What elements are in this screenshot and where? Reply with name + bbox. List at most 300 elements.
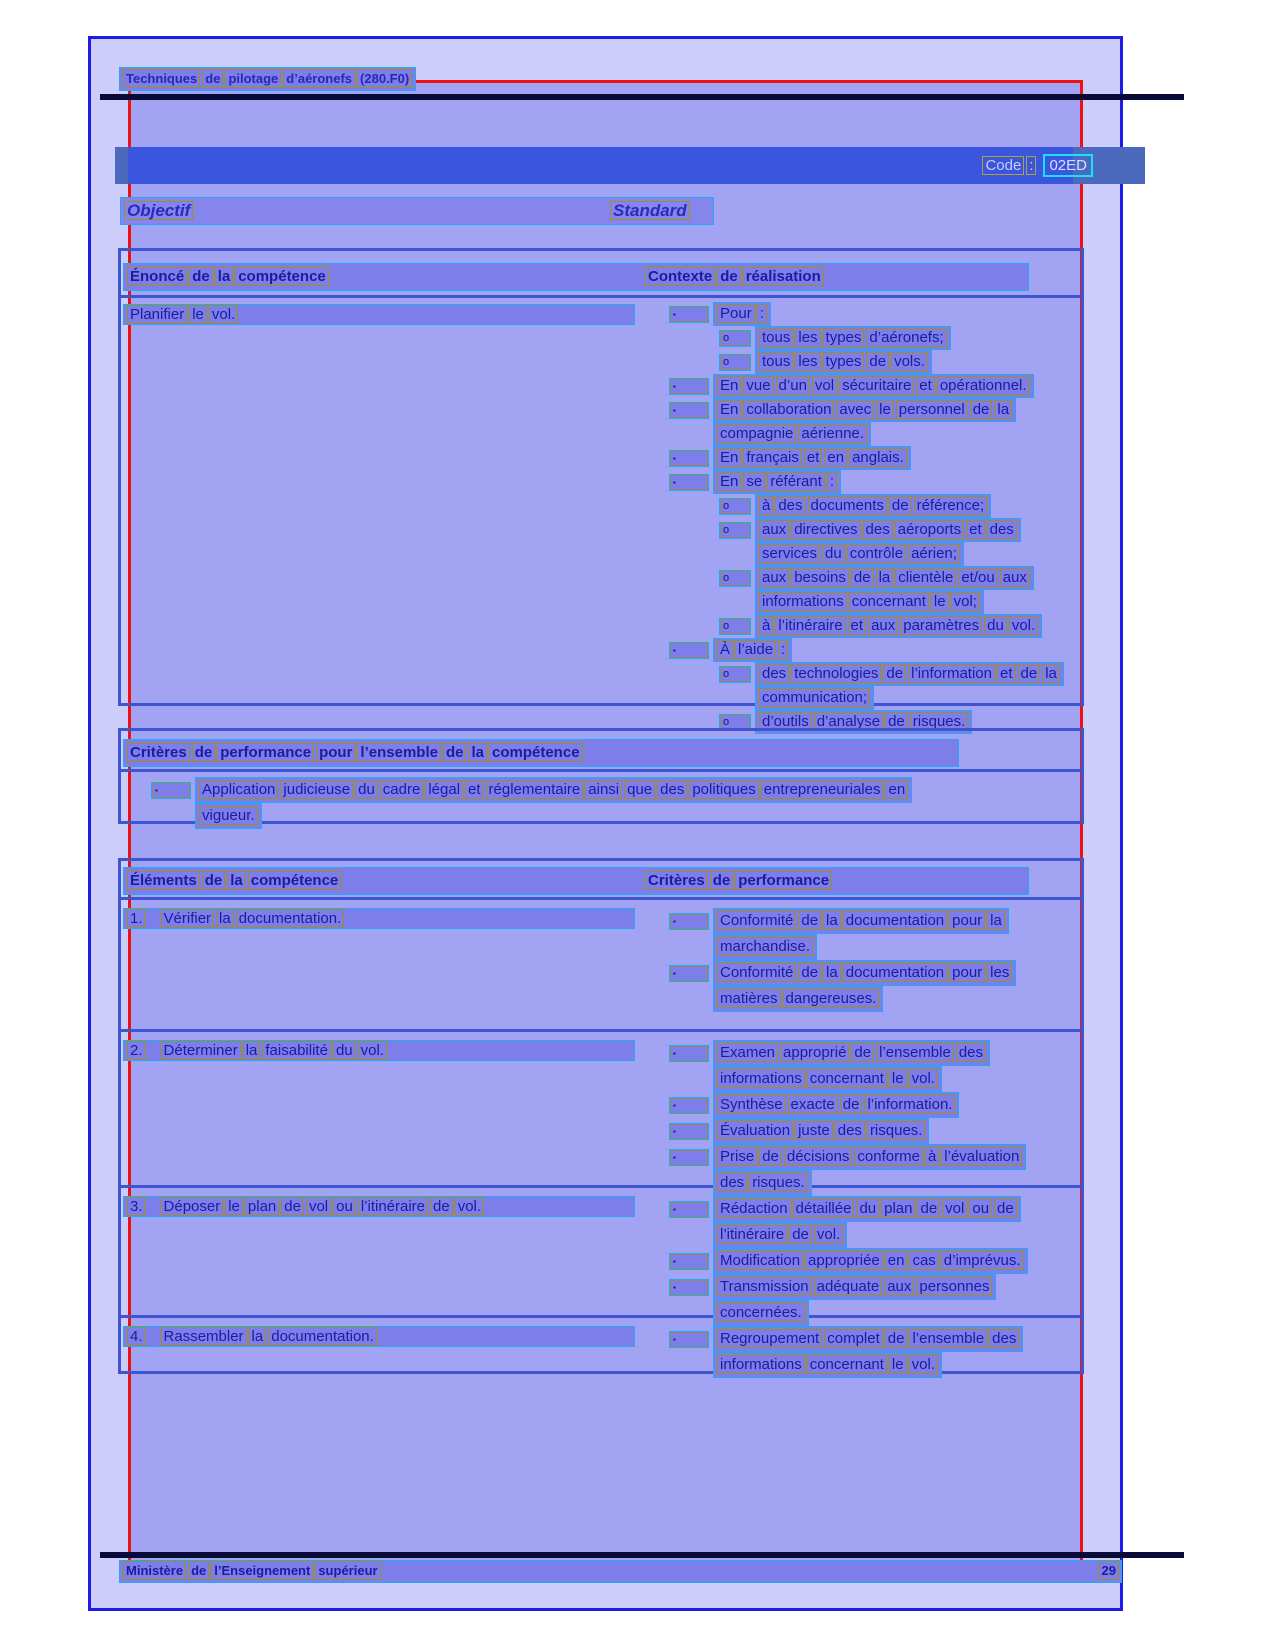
word-box: aérienne. <box>798 424 867 443</box>
word-box: de <box>430 1197 453 1216</box>
element-number: 3. <box>127 1197 146 1216</box>
annotated-text-line <box>719 326 1081 350</box>
word-box: ou <box>333 1197 356 1216</box>
word-box: dangereuses. <box>783 989 880 1008</box>
word-box: Regroupement <box>717 1329 822 1348</box>
word-box: du <box>984 616 1007 635</box>
word-box: de <box>717 267 741 286</box>
word-box: et <box>997 664 1016 683</box>
word-box: la <box>987 911 1005 930</box>
annotated-text-line <box>669 1144 1081 1170</box>
word-box: types <box>823 352 865 371</box>
line-highlight-band <box>713 470 841 494</box>
word-box: Examen <box>717 1043 778 1062</box>
element-text-band <box>123 1196 635 1217</box>
word-box: plan <box>881 1199 915 1218</box>
word-box: d’imprévus. <box>941 1251 1024 1270</box>
competence-cell <box>121 298 643 734</box>
word-box: ainsi <box>585 780 622 799</box>
word-box: compagnie <box>717 424 796 443</box>
word-box: à <box>925 1147 939 1166</box>
word-box: d’aéronefs; <box>866 328 946 347</box>
word-box: de <box>1018 664 1041 683</box>
page-number: 29 <box>1099 1561 1119 1580</box>
annotated-text-line <box>669 1326 1081 1352</box>
element-number: 1. <box>127 909 146 928</box>
word-box: pilotage <box>225 69 281 88</box>
word-box: paramètres <box>900 616 982 635</box>
elements-competence-table <box>118 858 1084 1374</box>
word-box: tous <box>759 328 793 347</box>
word-box: Déposer <box>161 1197 224 1216</box>
elements-table-row <box>121 1032 1081 1191</box>
word-box: concernant <box>807 1069 887 1088</box>
word-box: appropriée <box>805 1251 883 1270</box>
word-box: la <box>216 909 234 928</box>
line-highlight-band <box>713 422 871 446</box>
word-box: personnel <box>896 400 968 419</box>
word-box: Modification <box>717 1251 803 1270</box>
code-separator: : <box>1026 156 1036 175</box>
word-box: et <box>465 780 484 799</box>
criteres-cell <box>643 900 1081 1029</box>
word-box: de <box>866 352 889 371</box>
word-box: Planifier <box>127 305 187 324</box>
bullet-icon: ▪ <box>669 306 709 323</box>
annotated-text-line <box>669 1248 1081 1274</box>
word-box: Critères <box>127 743 190 762</box>
word-box: d’outils <box>759 712 812 731</box>
word-box: conforme <box>854 1147 923 1166</box>
word-box: tous <box>759 352 793 371</box>
word-box: l’ensemble <box>909 1329 987 1348</box>
word-box: de <box>970 400 993 419</box>
word-box: des <box>989 1329 1019 1348</box>
annotated-text-line <box>669 1118 1081 1144</box>
word-box: référence; <box>914 496 988 515</box>
word-box: vol. <box>209 305 238 324</box>
word-box: Évaluation <box>717 1121 793 1140</box>
word-box: de <box>883 664 906 683</box>
element-text-band <box>123 1040 635 1061</box>
annotated-text-line <box>669 960 1081 986</box>
word-box: opérationnel. <box>937 376 1030 395</box>
word-box: complet <box>824 1329 883 1348</box>
word-box: de <box>789 1225 812 1244</box>
word-box: des <box>775 496 805 515</box>
word-box: des <box>759 664 789 683</box>
word-box: de <box>885 1329 908 1348</box>
element-cell <box>121 1318 643 1374</box>
bullet-icon: ▪ <box>669 1123 709 1140</box>
word-box: réglementaire <box>486 780 584 799</box>
element-cell <box>121 1188 643 1315</box>
word-box: vigueur. <box>199 806 258 825</box>
word-box: À <box>717 640 733 659</box>
word-box: de <box>189 267 213 286</box>
word-box: réalisation <box>743 267 824 286</box>
footer-ministry <box>122 1563 382 1578</box>
word-box: : <box>827 472 837 491</box>
bullet-icon: ▪ <box>669 1149 709 1166</box>
word-box: aux <box>868 616 898 635</box>
sub-bullet-icon: o <box>719 522 751 539</box>
word-box: référant <box>767 472 825 491</box>
enonce-header-band <box>123 263 1029 291</box>
line-highlight-band <box>713 1222 847 1248</box>
word-box: l’itinéraire <box>775 616 845 635</box>
word-box: d’analyse <box>814 712 883 731</box>
bullet-icon: ▪ <box>669 1279 709 1296</box>
annotated-text-line <box>669 374 1081 398</box>
word-box: détaillée <box>793 1199 855 1218</box>
word-box: Prise <box>717 1147 757 1166</box>
elements-header-right <box>644 868 833 893</box>
word-box: la <box>1042 664 1060 683</box>
bullet-icon: ▪ <box>151 782 191 799</box>
word-box: vol. <box>909 1069 938 1088</box>
word-box: Déterminer <box>161 1041 241 1060</box>
word-box: de <box>994 1199 1017 1218</box>
code-text <box>115 147 1145 184</box>
line-highlight-band <box>755 590 984 614</box>
line-highlight-band <box>195 777 912 803</box>
line-highlight-band <box>713 1196 1021 1222</box>
word-box: Transmission <box>717 1277 812 1296</box>
annotated-text-line <box>669 1196 1081 1222</box>
word-box: la <box>876 568 894 587</box>
word-box: vol. <box>814 1225 843 1244</box>
word-box: documentation. <box>236 909 345 928</box>
word-box: de <box>917 1199 940 1218</box>
word-box: des <box>717 1173 747 1192</box>
word-box: la <box>227 871 246 890</box>
annotated-text-line <box>755 686 1081 710</box>
word-box: Application <box>199 780 278 799</box>
word-box: cadre <box>380 780 424 799</box>
annotated-text-line <box>755 590 1081 614</box>
line-highlight-band <box>195 803 262 829</box>
enonce-header-right <box>644 264 825 289</box>
elements-table-row <box>121 1188 1081 1321</box>
annotated-text-line <box>755 542 1081 566</box>
word-box: le <box>889 1069 907 1088</box>
sub-bullet-icon: o <box>719 330 751 347</box>
word-box: la <box>468 743 487 762</box>
word-box: En <box>717 400 741 419</box>
bullet-icon: ▪ <box>669 378 709 395</box>
word-box: exacte <box>788 1095 838 1114</box>
annotated-text-line <box>669 398 1081 422</box>
word-box: concernant <box>807 1355 887 1374</box>
elements-table-header-row <box>121 861 1081 900</box>
elements-table-rows <box>121 900 1081 1374</box>
word-box: faisabilité <box>262 1041 331 1060</box>
line-highlight-band <box>713 638 792 662</box>
bullet-icon: ▪ <box>669 1201 709 1218</box>
word-box: Objectif <box>124 201 193 220</box>
line-highlight-band <box>713 302 771 326</box>
word-box: français <box>743 448 802 467</box>
line-highlight-band <box>755 662 1064 686</box>
annotated-text-line <box>719 518 1081 542</box>
word-box: de <box>798 963 821 982</box>
element-text-band <box>123 908 635 929</box>
annotated-text-line <box>669 1274 1081 1300</box>
criteres-ensemble-body <box>121 772 1081 829</box>
word-box: informations <box>717 1355 805 1374</box>
word-box: de <box>851 1043 874 1062</box>
word-box: et <box>966 520 985 539</box>
enonce-table-header-row <box>121 251 1081 298</box>
word-box: de <box>798 911 821 930</box>
line-highlight-band <box>755 518 1021 542</box>
word-box: de <box>202 69 223 88</box>
word-box: Ministère <box>123 1561 186 1580</box>
word-box: à <box>759 496 773 515</box>
word-box: besoins <box>791 568 849 587</box>
annotated-text-line <box>669 1092 1081 1118</box>
word-box: marchandise. <box>717 937 813 956</box>
line-highlight-band <box>713 960 1016 986</box>
line-highlight-band <box>713 934 817 960</box>
contexte-cell <box>643 298 1081 734</box>
word-box: le <box>189 305 207 324</box>
annotated-text-line <box>719 614 1081 638</box>
word-box: les <box>795 352 820 371</box>
word-box: et <box>916 376 935 395</box>
word-box: aux <box>884 1277 914 1296</box>
word-box: performance <box>735 871 832 890</box>
word-box: clientèle <box>895 568 956 587</box>
word-box: la <box>249 1327 267 1346</box>
word-box: collaboration <box>743 400 834 419</box>
word-box: légal <box>425 780 463 799</box>
word-box: du <box>856 1199 879 1218</box>
word-box: la <box>243 1041 261 1060</box>
word-box: adéquate <box>814 1277 883 1296</box>
line-highlight-band <box>713 374 1034 398</box>
annotated-text-line <box>669 470 1081 494</box>
footer-rule <box>100 1552 1184 1558</box>
annotated-text-line <box>195 803 1081 829</box>
line-highlight-band <box>755 566 1034 590</box>
word-box: approprié <box>780 1043 849 1062</box>
element-number: 2. <box>127 1041 146 1060</box>
word-box: : <box>778 640 788 659</box>
running-header-title <box>119 67 416 91</box>
line-highlight-band <box>755 350 932 374</box>
word-box: l’évaluation <box>941 1147 1022 1166</box>
word-box: vol. <box>1009 616 1038 635</box>
word-box: directives <box>791 520 860 539</box>
word-box: politiques <box>689 780 758 799</box>
word-box: juste <box>795 1121 833 1140</box>
word-box: et <box>848 616 867 635</box>
annotated-text-line <box>719 350 1081 374</box>
word-box: vols. <box>891 352 928 371</box>
bullet-icon: ▪ <box>669 474 709 491</box>
line-highlight-band <box>755 614 1042 638</box>
word-box: avec <box>836 400 874 419</box>
word-box: l’ensemble <box>357 743 441 762</box>
line-highlight-band <box>713 398 1016 422</box>
word-box: de <box>192 743 216 762</box>
word-box: de <box>710 871 734 890</box>
word-box: l’information. <box>864 1095 955 1114</box>
word-box: et <box>804 448 823 467</box>
bullet-icon: ▪ <box>669 1331 709 1348</box>
word-box: pour <box>316 743 355 762</box>
annotated-text-line <box>713 934 1081 960</box>
word-box: vol. <box>909 1355 938 1374</box>
line-highlight-band <box>713 1040 990 1066</box>
word-box: l’information <box>908 664 995 683</box>
word-box: la <box>215 267 234 286</box>
word-box: plan <box>245 1197 279 1216</box>
word-box: risques. <box>910 712 969 731</box>
bullet-icon: ▪ <box>669 402 709 419</box>
line-highlight-band <box>713 446 911 470</box>
criteres-ensemble-title-band <box>123 739 959 767</box>
word-box: et/ou <box>958 568 997 587</box>
line-highlight-band <box>713 1326 1023 1352</box>
annotated-text-line <box>151 777 1081 803</box>
word-box: documents <box>808 496 887 515</box>
elements-table-row <box>121 900 1081 1032</box>
word-box: Standard <box>610 201 690 220</box>
word-box: d’aéronefs <box>283 69 355 88</box>
competence-text-band <box>123 304 635 325</box>
word-box: vol. <box>358 1041 387 1060</box>
word-box: concernant <box>849 592 929 611</box>
word-box: En <box>717 448 741 467</box>
line-highlight-band <box>713 1248 1028 1274</box>
word-box: aux <box>759 568 789 587</box>
word-box: en <box>885 1251 908 1270</box>
word-box: la <box>823 911 841 930</box>
element-text-band <box>123 1326 635 1347</box>
objectif-heading <box>121 201 194 220</box>
word-box: Énoncé <box>127 267 187 286</box>
annotated-text-line <box>713 1352 1081 1378</box>
element-cell <box>121 900 643 1029</box>
word-box: à <box>759 616 773 635</box>
enonce-table-body <box>121 298 1081 734</box>
standard-heading <box>609 198 691 223</box>
word-box: de <box>840 1095 863 1114</box>
element-cell <box>121 1032 643 1185</box>
annotated-text-line <box>669 1040 1081 1066</box>
word-box: cas <box>909 1251 938 1270</box>
annotated-text-line <box>713 1222 1081 1248</box>
bullet-icon: ▪ <box>669 1253 709 1270</box>
word-box: risques. <box>867 1121 926 1140</box>
word-box: Pour <box>717 304 755 323</box>
code-label: Code <box>982 156 1024 175</box>
word-box: les <box>795 328 820 347</box>
word-box: vol <box>942 1199 967 1218</box>
word-box: l’itinéraire <box>358 1197 428 1216</box>
enonce-header-left <box>126 268 330 285</box>
annotated-text-line <box>713 1066 1081 1092</box>
objectif-standard-row <box>120 197 714 225</box>
word-box: sécuritaire <box>839 376 914 395</box>
line-highlight-band <box>713 1066 942 1092</box>
bullet-icon: ▪ <box>669 642 709 659</box>
word-box: vol <box>306 1197 331 1216</box>
word-box: l’ensemble <box>876 1043 954 1062</box>
word-box: Éléments <box>127 871 200 890</box>
word-box: types <box>823 328 865 347</box>
word-box: technologies <box>791 664 881 683</box>
word-box: des <box>657 780 687 799</box>
line-highlight-band <box>713 986 883 1012</box>
annotated-text-line <box>719 494 1081 518</box>
line-highlight-band <box>755 686 874 710</box>
word-box: le <box>931 592 949 611</box>
word-box: de <box>443 743 467 762</box>
word-box: judicieuse <box>280 780 353 799</box>
word-box: du <box>333 1041 356 1060</box>
word-box: en <box>824 448 847 467</box>
word-box: des <box>987 520 1017 539</box>
criteres-cell <box>643 1188 1081 1321</box>
word-box: ou <box>969 1199 992 1218</box>
criteres-ensemble-header-row <box>121 731 1081 772</box>
word-box: de <box>202 871 226 890</box>
word-box: que <box>624 780 655 799</box>
sub-bullet-icon: o <box>719 618 751 635</box>
word-box: des <box>863 520 893 539</box>
word-box: personnes <box>916 1277 992 1296</box>
line-highlight-band <box>713 1352 942 1378</box>
element-number: 4. <box>127 1327 146 1346</box>
bullet-icon: ▪ <box>669 913 709 930</box>
line-highlight-band <box>713 1118 929 1144</box>
sub-bullet-icon: o <box>719 666 751 683</box>
word-box: vue <box>743 376 773 395</box>
word-box: services <box>759 544 820 563</box>
word-box: l’aide <box>735 640 776 659</box>
line-highlight-band <box>713 1274 996 1300</box>
word-box: supérieur <box>315 1561 380 1580</box>
word-box: le <box>889 1355 907 1374</box>
annotated-text-line <box>713 422 1081 446</box>
bullet-icon: ▪ <box>669 1045 709 1062</box>
word-box: aux <box>1000 568 1030 587</box>
word-box: les <box>987 963 1012 982</box>
sub-bullet-icon: o <box>719 498 751 515</box>
word-box: informations <box>717 1069 805 1088</box>
bullet-icon: ▪ <box>669 450 709 467</box>
word-box: vol <box>812 376 837 395</box>
word-box: Contexte <box>645 267 715 286</box>
word-box: Rassembler <box>161 1327 247 1346</box>
word-box: de <box>759 1147 782 1166</box>
word-box: : <box>757 304 767 323</box>
word-box: de <box>885 712 908 731</box>
word-box: Conformité <box>717 963 796 982</box>
word-box: décisions <box>784 1147 853 1166</box>
word-box: des <box>956 1043 986 1062</box>
sub-bullet-icon: o <box>719 354 751 371</box>
word-box: Vérifier <box>161 909 215 928</box>
word-box: En <box>717 376 741 395</box>
sub-bullet-icon: o <box>719 714 751 731</box>
word-box: en <box>885 780 908 799</box>
word-box: En <box>717 472 741 491</box>
